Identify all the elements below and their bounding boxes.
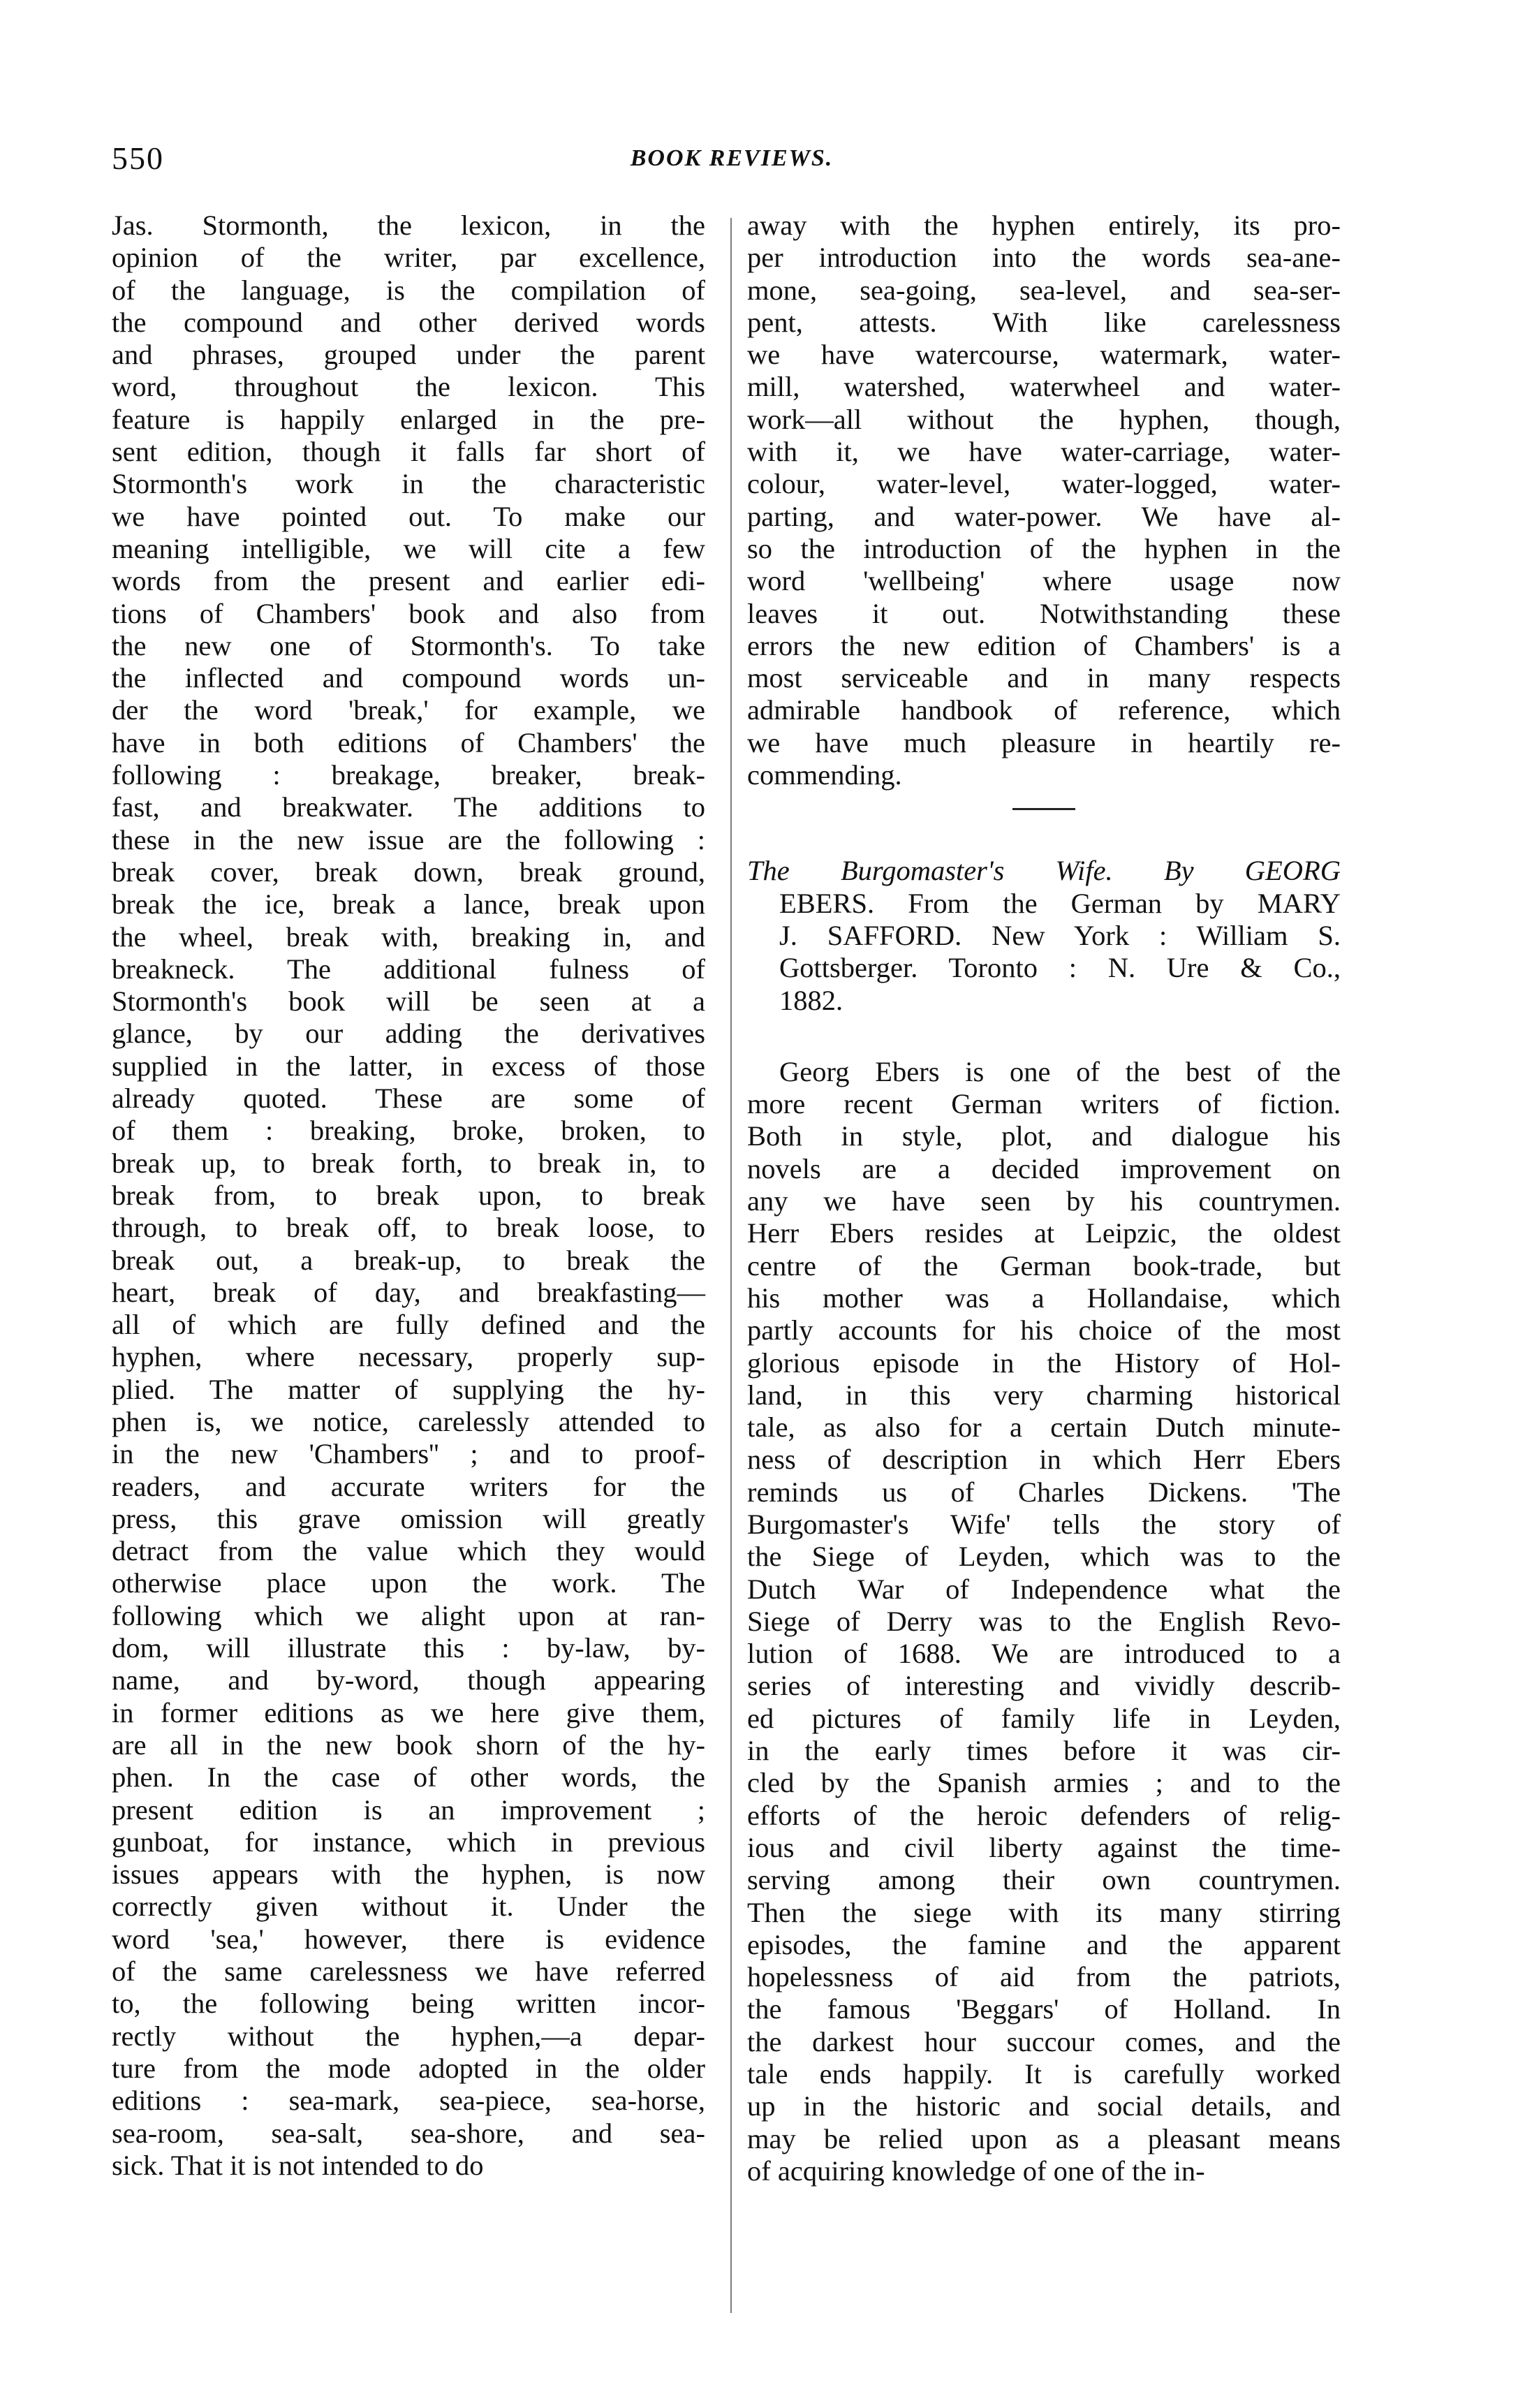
text-line: his mother was a Hollandaise, which (747, 1282, 1341, 1314)
text-line: heart, break of day, and breakfasting— (112, 1276, 705, 1308)
text-line: break out, a break-up, to break the (112, 1244, 705, 1276)
text-line: der the word 'break,' for example, we (112, 694, 705, 726)
text-line: to, the following being written incor- (112, 1988, 705, 2020)
text-line: glance, by our adding the derivatives (112, 1018, 705, 1050)
text-line: word, throughout the lexicon. This (112, 371, 705, 403)
text-line: of acquiring knowledge of one of the in- (747, 2154, 1205, 2187)
text-line: pent, attests. With like carelessness (747, 306, 1341, 338)
text-line: mill, watershed, waterwheel and water- (747, 371, 1341, 403)
text-line: Herr Ebers resides at Leipzic, the oldest (747, 1217, 1341, 1249)
text-line: sent edition, though it falls far short of (112, 436, 705, 468)
page-header (112, 140, 1352, 182)
text-line: breakneck. The additional fulness of (112, 953, 705, 985)
text-line: have in both editions of Chambers' the (112, 726, 705, 758)
text-line: Jas. Stormonth, the lexicon, in the (112, 210, 705, 241)
text-line: ness of description in which Herr Ebers (747, 1444, 1341, 1476)
text-line: supplied in the latter, in excess of those (112, 1050, 705, 1082)
text-line: cled by the Spanish armies ; and to the (747, 1767, 1341, 1799)
text-line: all of which are fully defined and the (112, 1309, 705, 1341)
text-line: ious and civil liberty against the time- (747, 1831, 1341, 1863)
text-line: fast, and breakwater. The additions to (112, 791, 705, 823)
text-line: Stormonth's book will be seen at a (112, 985, 705, 1018)
text-line: Dutch War of Independence what the (747, 1573, 1341, 1605)
text-line: the compound and other derived words (112, 306, 705, 338)
text-line: in former editions as we here give them, (112, 1696, 705, 1728)
heading-line: J. SAFFORD. New York : William S. (779, 919, 1341, 951)
text-line: tions of Chambers' book and also from (112, 597, 705, 629)
page-number: 550 (112, 140, 164, 176)
text-line: partly accounts for his choice of the most (747, 1314, 1341, 1346)
text-line: gunboat, for instance, which in previous (112, 1826, 705, 1858)
review-heading (747, 855, 1341, 1016)
text-line: hopelessness of aid from the patriots, (747, 1961, 1341, 1993)
text-line: of them : breaking, broke, broken, to (112, 1115, 705, 1147)
text-line: phen. In the case of other words, the (112, 1761, 705, 1793)
text-line: following which we alight upon at ran- (112, 1599, 705, 1631)
text-line: detract from the value which they would (112, 1535, 705, 1567)
text-line: away with the hyphen entirely, its pro- (747, 210, 1341, 241)
text-line: already quoted. These are some of (112, 1082, 705, 1115)
text-line: sick. That it is not intended to do (112, 2149, 484, 2181)
text-line: admirable handbook of reference, which (747, 694, 1341, 726)
text-line: Stormonth's work in the characteristic (112, 468, 705, 500)
text-line: may be relied upon as a pleasant means (747, 2122, 1341, 2154)
text-line: dom, will illustrate this : by-law, by- (112, 1632, 705, 1664)
text-line: with it, we have water-carriage, water- (747, 436, 1341, 468)
text-line: otherwise place upon the work. The (112, 1567, 705, 1599)
text-line: colour, water-level, water-logged, water- (747, 468, 1341, 500)
text-line: Then the siege with its many stirring (747, 1896, 1341, 1928)
text-line: series of interesting and vividly describ- (747, 1670, 1341, 1702)
heading-line: EBERS. From the German by MARY (779, 887, 1341, 919)
text-line: any we have seen by his countrymen. (747, 1185, 1341, 1217)
text-line: the famous 'Beggars' of Holland. In (747, 1993, 1341, 2025)
text-line: sea-room, sea-salt, sea-shore, and sea- (112, 2117, 705, 2149)
text-line: we have watercourse, watermark, water- (747, 339, 1341, 371)
text-line: editions : sea-mark, sea-piece, sea-horse, (112, 2085, 705, 2117)
text-line: are all in the new book shorn of the hy- (112, 1728, 705, 1761)
left-column (112, 210, 705, 2182)
text-line: these in the new issue are the following : (112, 823, 705, 856)
text-line: meaning intelligible, we will cite a few (112, 532, 705, 564)
text-line: issues appears with the hyphen, is now (112, 1858, 705, 1891)
column-divider (730, 218, 732, 2313)
text-line: land, in this very charming historical (747, 1379, 1341, 1411)
text-line: feature is happily enlarged in the pre- (112, 403, 705, 435)
text-line: break up, to break forth, to break in, to (112, 1147, 705, 1179)
text-line: the new one of Stormonth's. To take (112, 629, 705, 661)
text-line: break cover, break down, break ground, (112, 856, 705, 888)
text-line: phen is, we notice, carelessly attended to (112, 1405, 705, 1437)
text-line: word 'wellbeing' where usage now (747, 565, 1341, 597)
review-body (747, 1056, 1341, 2187)
running-head: BOOK REVIEWS. (630, 145, 834, 171)
text-line: mone, sea-going, sea-level, and sea-ser- (747, 274, 1341, 306)
text-line: name, and by-word, though appearing (112, 1664, 705, 1696)
review-continuation (747, 210, 1341, 791)
text-line: so the introduction of the hyphen in the (747, 532, 1341, 564)
text-line: lution of 1688. We are introduced to a (747, 1638, 1341, 1670)
text-line: per introduction into the words sea-ane- (747, 242, 1341, 274)
text-line: through, to break off, to break loose, to (112, 1212, 705, 1244)
text-line: the darkest hour succour comes, and the (747, 2025, 1341, 2057)
text-line: and phrases, grouped under the parent (112, 339, 705, 371)
text-line: break from, to break upon, to break (112, 1179, 705, 1211)
text-line: we have much pleasure in heartily re- (747, 726, 1341, 758)
text-line: readers, and accurate writers for the (112, 1470, 705, 1502)
text-line: tale, as also for a certain Dutch minute- (747, 1411, 1341, 1444)
text-line: centre of the German book-trade, but (747, 1249, 1341, 1282)
text-line: correctly given without it. Under the (112, 1891, 705, 1923)
text-line: the wheel, break with, breaking in, and (112, 920, 705, 953)
text-line: plied. The matter of supplying the hy- (112, 1373, 705, 1405)
text-line: glorious episode in the History of Hol- (747, 1346, 1341, 1379)
heading-line: The Burgomaster's Wife. By GEORG (747, 855, 1341, 887)
text-line: following : breakage, breaker, break- (112, 759, 705, 791)
text-line: up in the historic and social details, and (747, 2090, 1341, 2122)
text-line: opinion of the writer, par excellence, (112, 242, 705, 274)
text-line: Both in style, plot, and dialogue his (747, 1120, 1341, 1152)
text-line: Burgomaster's Wife' tells the story of (747, 1508, 1341, 1540)
text-line: in the early times before it was cir- (747, 1735, 1341, 1767)
text-line: present edition is an improvement ; (112, 1793, 705, 1826)
text-line: of the language, is the compilation of (112, 274, 705, 306)
text-line: tale ends happily. It is carefully worked (747, 2058, 1341, 2090)
heading-line: Gottsberger. Toronto : N. Ure & Co., (779, 952, 1341, 984)
text-line: serving among their own countrymen. (747, 1864, 1341, 1896)
text-line: in the new 'Chambers'' ; and to proof- (112, 1438, 705, 1470)
text-line: most serviceable and in many respects (747, 662, 1341, 694)
text-line: we have pointed out. To make our (112, 500, 705, 532)
right-column (747, 210, 1341, 2187)
text-line: Siege of Derry was to the English Revo- (747, 1605, 1341, 1637)
text-line: errors the new edition of Chambers' is a (747, 629, 1341, 661)
text-line: the inflected and compound words un- (112, 662, 705, 694)
text-line: efforts of the heroic defenders of relig- (747, 1799, 1341, 1831)
text-line: ture from the mode adopted in the older (112, 2052, 705, 2084)
text-line: commending. (747, 759, 902, 791)
text-line: Georg Ebers is one of the best of the (779, 1055, 1341, 1087)
text-line: press, this grave omission will greatly (112, 1502, 705, 1534)
text-line: work—all without the hyphen, though, (747, 403, 1341, 435)
text-line: the Siege of Leyden, which was to the (747, 1541, 1341, 1573)
text-line: of the same carelessness we have referred (112, 1955, 705, 1988)
text-line: leaves it out. Notwithstanding these (747, 597, 1341, 629)
text-line: more recent German writers of fiction. (747, 1088, 1341, 1120)
section-separator-rule (1012, 808, 1075, 810)
text-line: ed pictures of family life in Leyden, (747, 1702, 1341, 1734)
text-line: word 'sea,' however, there is evidence (112, 1923, 705, 1955)
text-line: break the ice, break a lance, break upon (112, 888, 705, 920)
text-line: parting, and water-power. We have al- (747, 500, 1341, 532)
heading-line: 1882. (779, 984, 843, 1016)
text-line: episodes, the famine and the apparent (747, 1928, 1341, 1960)
text-line: reminds us of Charles Dickens. 'The (747, 1476, 1341, 1508)
text-line: hyphen, where necessary, properly sup- (112, 1341, 705, 1373)
text-line: novels are a decided improvement on (747, 1152, 1341, 1184)
text-line: words from the present and earlier edi- (112, 565, 705, 597)
text-line: rectly without the hyphen,—a depar- (112, 2020, 705, 2052)
